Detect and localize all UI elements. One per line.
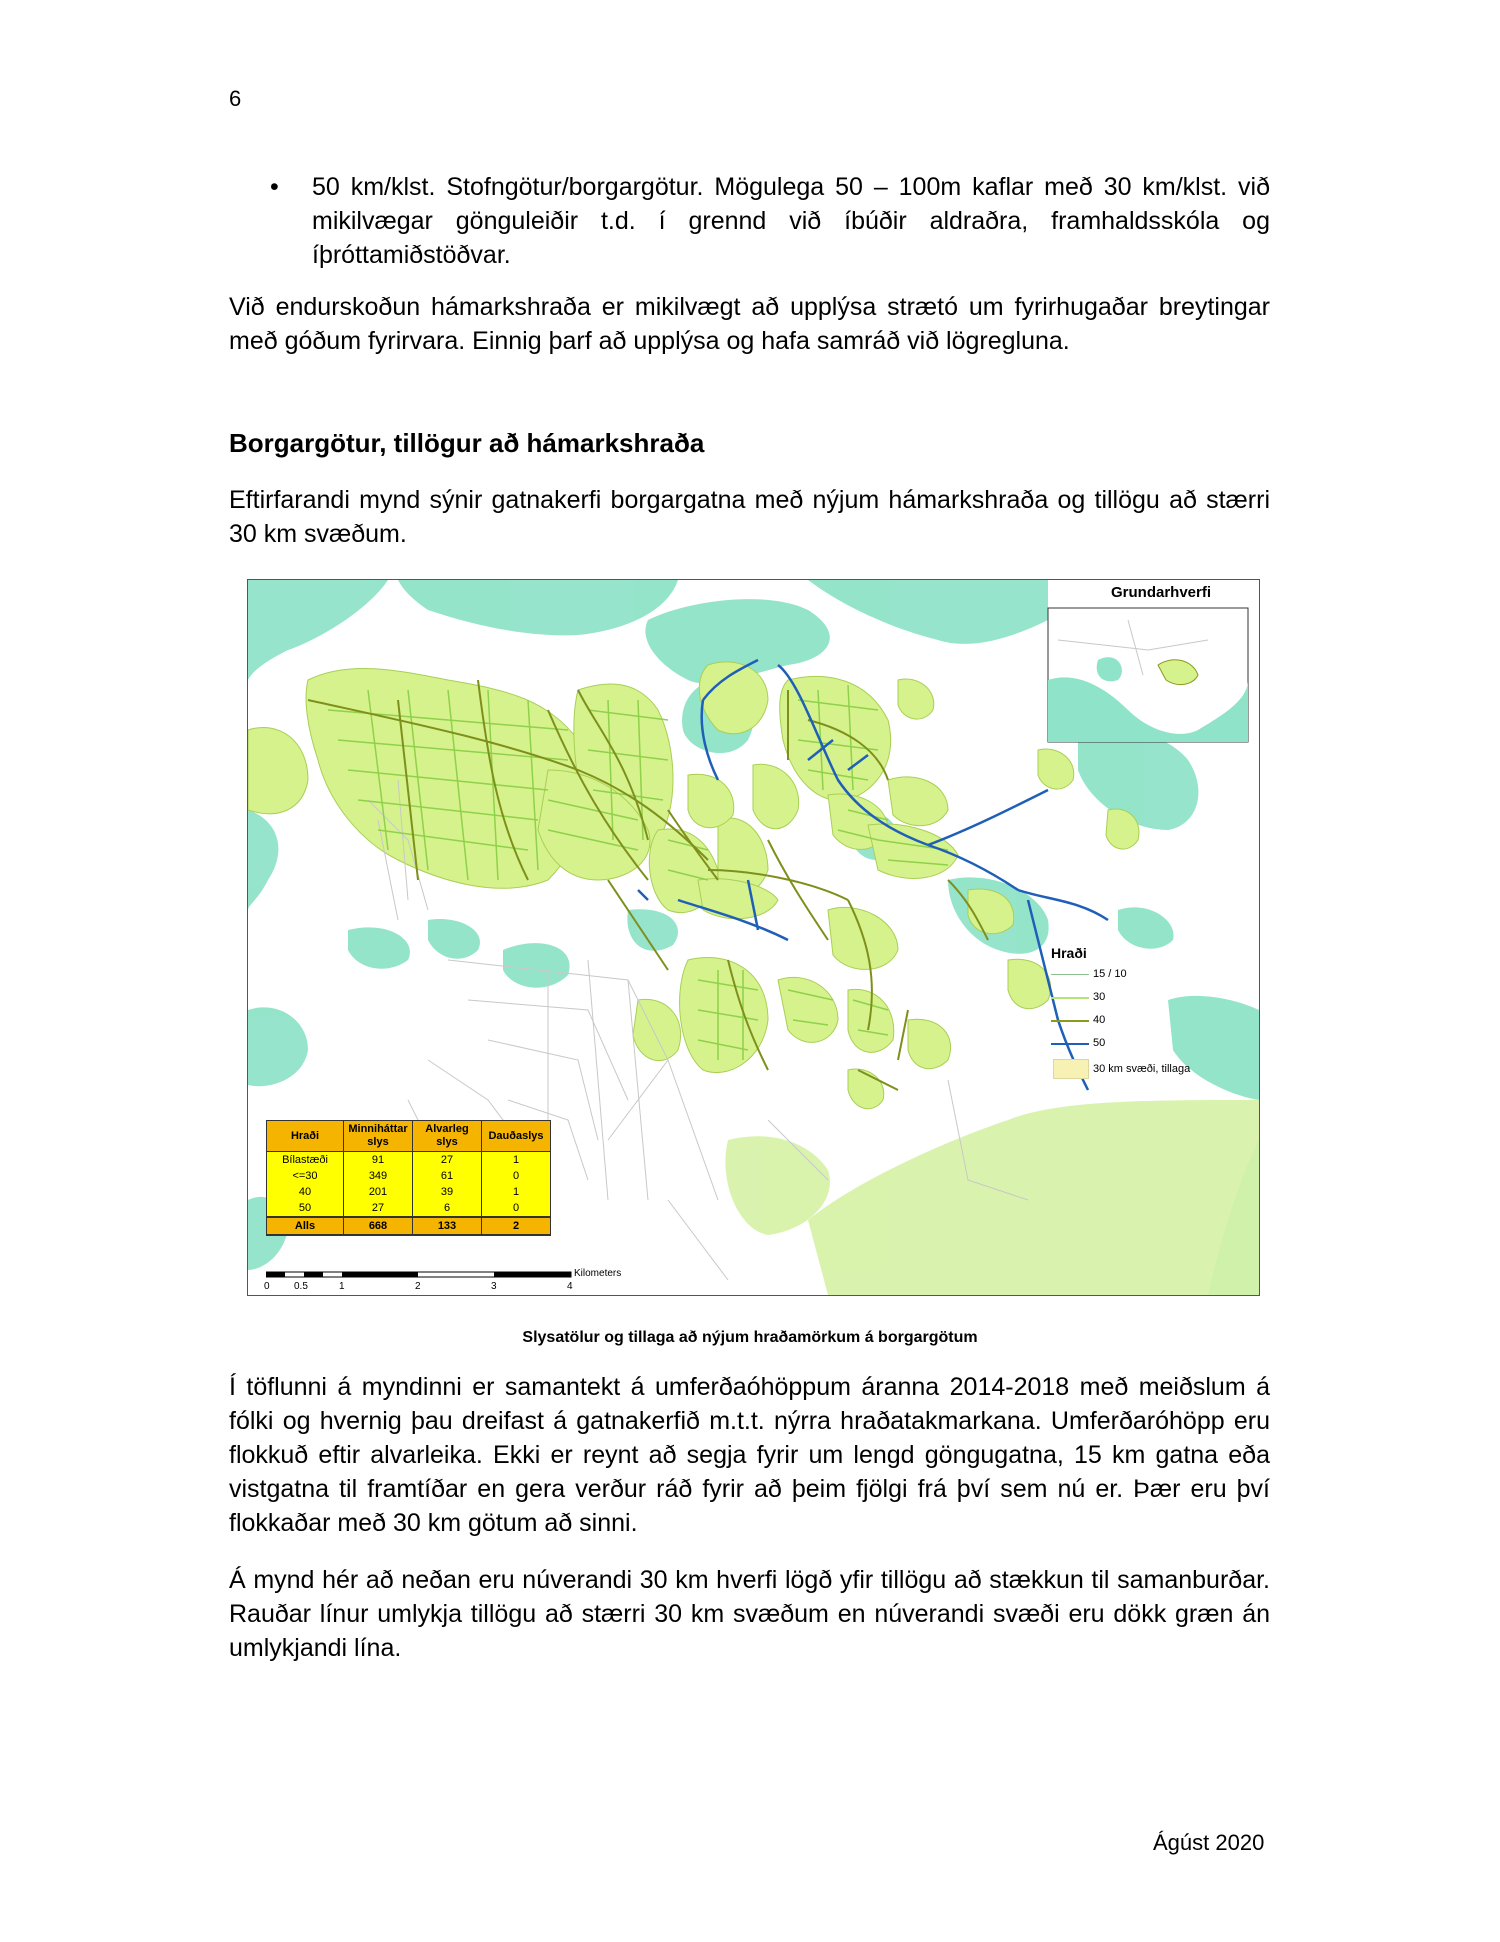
table-cell: 39 — [413, 1184, 482, 1200]
table-row — [267, 1184, 551, 1200]
legend-item — [1051, 1034, 1221, 1057]
table-cell: 1 — [482, 1184, 551, 1200]
table-cell: 0 — [482, 1168, 551, 1184]
footer-date: Ágúst 2020 — [1153, 1830, 1265, 1855]
scale-tick: 3 — [491, 1281, 497, 1292]
table-cell: <=30 — [267, 1168, 344, 1184]
legend-item — [1051, 988, 1221, 1011]
table-cell: 61 — [413, 1168, 482, 1184]
table-cell: 40 — [267, 1184, 344, 1200]
table-cell: Bílastæði — [267, 1152, 344, 1169]
table-row — [267, 1168, 551, 1184]
legend-label: 15 / 10 — [1093, 968, 1127, 980]
legend-swatch — [1051, 1020, 1089, 1022]
table-row — [267, 1200, 551, 1217]
table-cell: Alls — [267, 1217, 344, 1235]
scale-tick: 0 — [264, 1281, 270, 1292]
scale-unit: Kilometers — [574, 1268, 622, 1279]
page-number: 6 — [229, 86, 242, 111]
legend-title: Hraði — [1051, 945, 1087, 961]
inset-title: Grundarhverfi — [1110, 584, 1212, 601]
section-heading: Borgargötur, tillögur að hámarkshraða — [229, 428, 705, 458]
legend-label: 30 — [1093, 991, 1106, 1003]
table-cell: 0 — [482, 1200, 551, 1217]
table-header: Alvarleg slys — [413, 1121, 482, 1152]
bullet-dot-icon: • — [270, 173, 279, 201]
legend-swatch — [1051, 1043, 1089, 1045]
bullet-text: 50 km/klst. Stofngötur/borgargötur. Mögulega 50 – 100m kaflar með 30 km/klst. við mikilvægar gönguleiðir t.d. í grennd við íbúðir aldraðra, framhaldsskóla og íþróttamiðstöðvar. — [312, 173, 1270, 269]
paragraph-table-summary: Í töflunni á myndinni er samantekt á umferðaóhöppum áranna 2014-2018 með meiðslum á fólki og hvernig þau dreifast á gatnakerfið m.t.t. nýrra hraðatakmarkana. Umferðaróhöpp eru flokkuð eftir alvarleika. Ekki er reynt að segja fyrir um lengd göngugatna, 15 km gatna eða vistgatna til framtíðar en gera verður ráð fyrir að þeim fjölgi frá því sem nú er. Þær eru því flokkaðar með 30 km götum að sinni. — [229, 1373, 1270, 1537]
table-cell: 2 — [482, 1217, 551, 1235]
table-cell: 27 — [344, 1200, 413, 1217]
table-row — [267, 1152, 551, 1169]
table-header: Hraði — [267, 1121, 344, 1152]
legend-label: 40 — [1093, 1014, 1106, 1026]
figure-caption: Slysatölur og tillaga að nýjum hraðamörkum á borgargötum — [522, 1329, 978, 1346]
scale-tick: 0.5 — [294, 1281, 308, 1292]
legend-label: 30 km svæði, tillaga — [1093, 1063, 1191, 1075]
paragraph-comparison: Á mynd hér að neðan eru núverandi 30 km hverfi lögð yfir tillögu að stækkun til samanburðar. Rauðar línur umlykja tillögu að stærri 30 km svæðum en núverandi svæði eru dökk græn án umlykjandi lína. — [229, 1566, 1270, 1662]
table-cell: 349 — [344, 1168, 413, 1184]
accident-table — [266, 1120, 551, 1236]
paragraph-strætó: Við endurskoðun hámarkshraða er mikilvægt að upplýsa strætó um fyrirhugaðar breytingar með góðum fyrirvara. Einnig þarf að upplýsa og hafa samráð við lögregluna. — [229, 293, 1270, 355]
scale-bar-graphic — [266, 1270, 586, 1282]
legend-swatch — [1051, 974, 1089, 975]
table-cell: 1 — [482, 1152, 551, 1169]
legend-label: 50 — [1093, 1037, 1106, 1049]
legend-item — [1051, 965, 1221, 988]
table-header: Dauðaslys — [482, 1121, 551, 1152]
table-cell: 133 — [413, 1217, 482, 1235]
scale-tick: 2 — [415, 1281, 421, 1292]
legend-swatch — [1053, 1059, 1089, 1079]
table-cell: 91 — [344, 1152, 413, 1169]
table-header: Minniháttar slys — [344, 1121, 413, 1152]
paragraph-intro-figure: Eftirfarandi mynd sýnir gatnakerfi borgargatna með nýjum hámarkshraða og tillögu að stærri 30 km svæðum. — [229, 486, 1270, 548]
table-cell: 201 — [344, 1184, 413, 1200]
table-cell: 6 — [413, 1200, 482, 1217]
legend-item — [1051, 1011, 1221, 1034]
map-legend — [1051, 945, 1221, 1085]
scale-tick: 4 — [567, 1281, 573, 1292]
table-cell: 27 — [413, 1152, 482, 1169]
table-header-row — [267, 1121, 551, 1152]
table-total-row — [267, 1217, 551, 1235]
legend-swatch — [1051, 997, 1089, 999]
table-cell: 50 — [267, 1200, 344, 1217]
scale-tick: 1 — [339, 1281, 345, 1292]
map-figure — [247, 579, 1260, 1296]
table-cell: 668 — [344, 1217, 413, 1235]
legend-item — [1051, 1057, 1221, 1085]
